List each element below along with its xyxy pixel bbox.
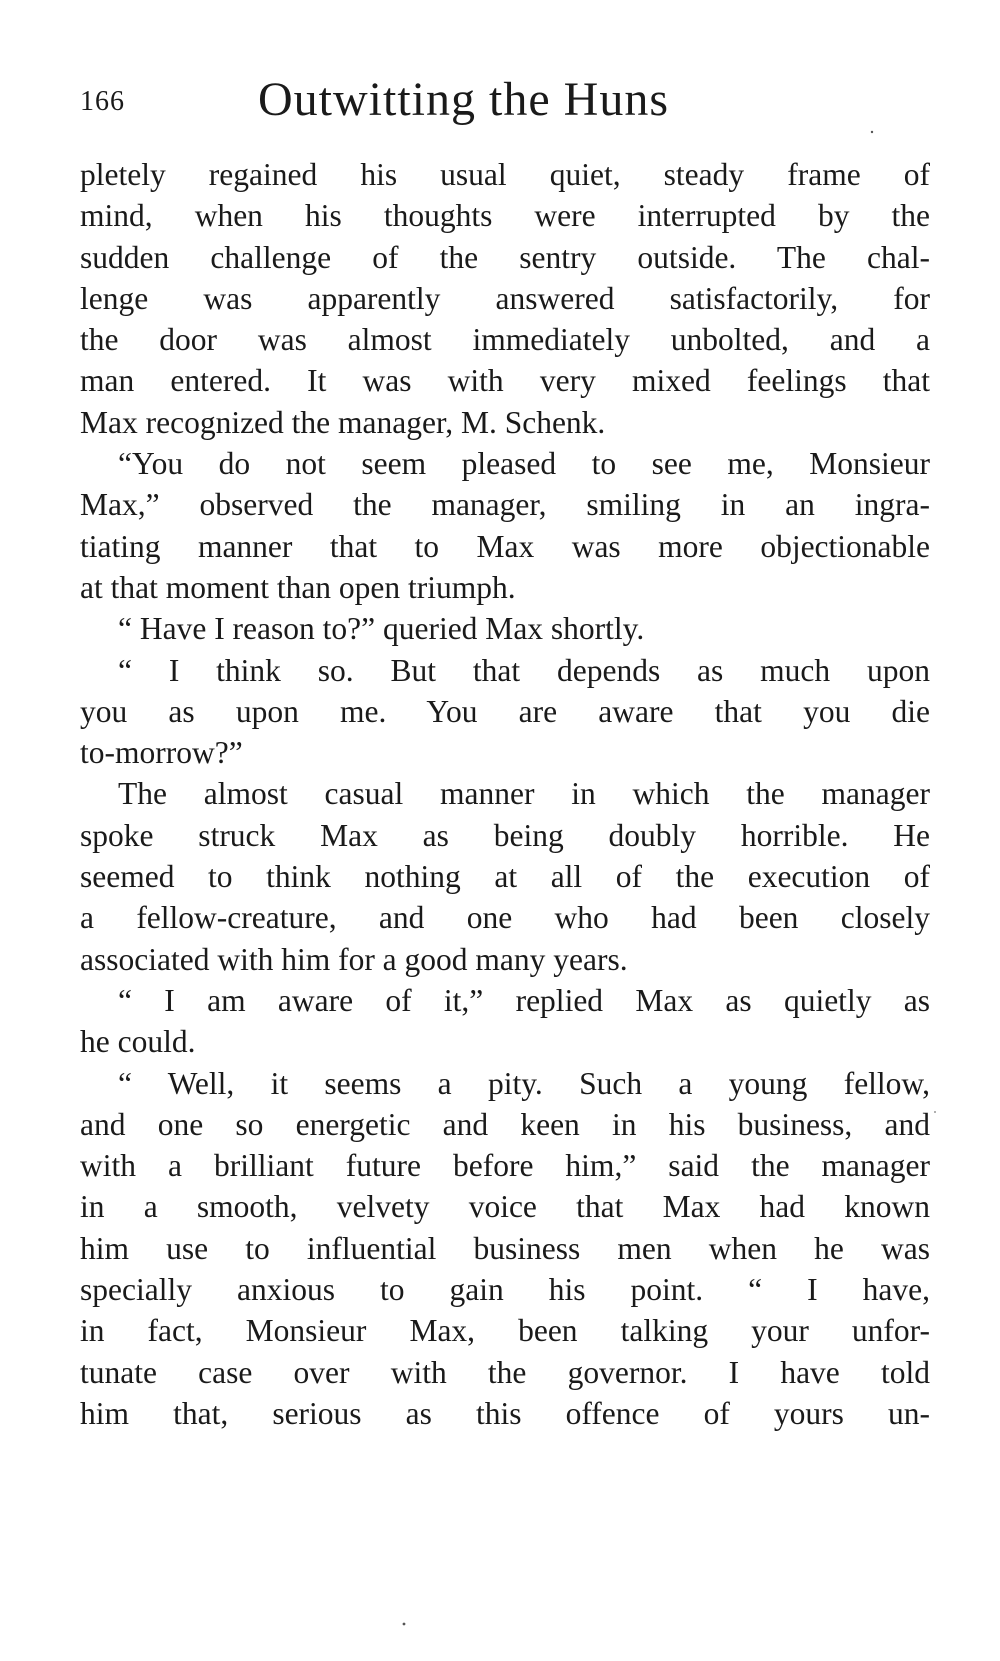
text-line: specially anxious to gain his point. “ I have, bbox=[80, 1272, 930, 1308]
text-line: a fellow-creature, and one who had been closely bbox=[80, 900, 930, 936]
text-line: pletely regained his usual quiet, steady frame of bbox=[80, 157, 930, 192]
text-line: and one so energetic and keen in his business, and bbox=[80, 1106, 930, 1142]
text-line: tiating manner that to Max was more objectionable bbox=[80, 528, 930, 564]
text-line: man entered. It was with very mixed feelings that bbox=[80, 363, 930, 399]
text-line: you as upon me. You are aware that you die bbox=[80, 693, 930, 729]
body-text bbox=[80, 154, 930, 1434]
running-title: Outwitting the Huns bbox=[258, 73, 669, 126]
text-line: spoke struck Max as being doubly horrible. He bbox=[80, 817, 930, 853]
paragraph-start-line: “ Well, it seems a pity. Such a young fellow, bbox=[118, 1065, 930, 1101]
paragraph-start-line: “ Have I reason to?” queried Max shortly. bbox=[118, 611, 645, 647]
text-line: Max,” observed the manager, smiling in an ingra- bbox=[80, 487, 930, 523]
text-line: seemed to think nothing at all of the execution of bbox=[80, 859, 930, 895]
running-head bbox=[80, 72, 930, 132]
text-line: at that moment than open triumph. bbox=[80, 569, 516, 605]
paragraph-start-line: The almost casual manner in which the manager bbox=[118, 776, 930, 812]
text-line: lenge was apparently answered satisfactorily, for bbox=[80, 280, 930, 316]
text-line: tunate case over with the governor. I have told bbox=[80, 1354, 930, 1390]
paragraph-start-line: “ I think so. But that depends as much upon bbox=[118, 652, 930, 688]
text-line: Max recognized the manager, M. Schenk. bbox=[80, 404, 606, 440]
paragraph-start-line: “ I am aware of it,” replied Max as quietly as bbox=[118, 982, 930, 1018]
page-number: 166 bbox=[80, 86, 125, 117]
text-line: him use to influential business men when he was bbox=[80, 1230, 930, 1266]
text-line: in fact, Monsieur Max, been talking your unfor- bbox=[80, 1313, 930, 1349]
text-line: he could. bbox=[80, 1024, 196, 1060]
paragraph-start-line: “You do not seem pleased to see me, Monsieur bbox=[118, 446, 930, 482]
text-line: to-morrow?” bbox=[80, 735, 243, 771]
text-line: associated with him for a good many years. bbox=[80, 941, 628, 977]
text-line: the door was almost immediately unbolted, and a bbox=[80, 322, 930, 358]
text-line: mind, when his thoughts were interrupted by the bbox=[80, 198, 930, 234]
text-line: with a brilliant future before him,” said the manager bbox=[80, 1148, 930, 1184]
text-line: him that, serious as this offence of yours un- bbox=[80, 1395, 930, 1431]
text-line: sudden challenge of the sentry outside. The chal- bbox=[80, 239, 930, 275]
text-line: in a smooth, velvety voice that Max had known bbox=[80, 1189, 930, 1225]
